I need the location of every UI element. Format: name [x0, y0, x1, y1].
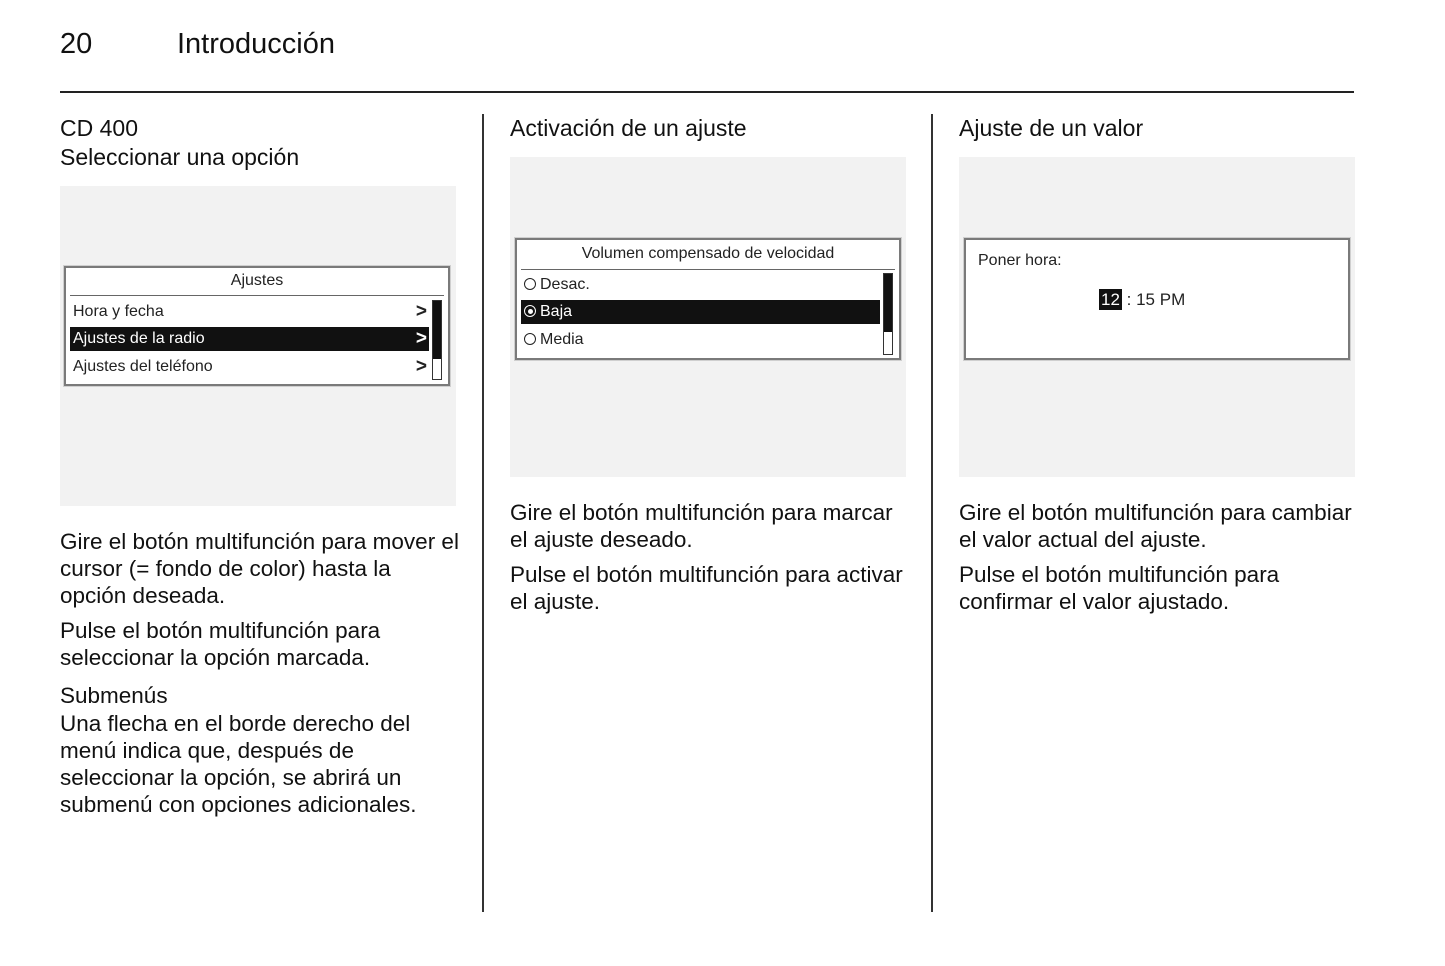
- option-label: Baja: [540, 303, 573, 320]
- screen-illustration-speed-volume: [510, 157, 906, 477]
- minute-ampm-value: : 15 PM: [1126, 290, 1186, 309]
- display-title: Ajustes: [230, 272, 284, 289]
- menu-item-date-time: [70, 300, 429, 324]
- radio-unchecked-icon: [524, 333, 536, 345]
- display-settings-menu: [64, 266, 450, 386]
- page-number: 20: [60, 28, 93, 60]
- option-label: Media: [540, 331, 584, 348]
- display-speed-volume: [515, 238, 901, 360]
- paragraph-submenus: Una flecha en el borde derecho del menú indica que, después de seleccionar la opción, se abrirá un submenú con opciones adicionales.: [60, 711, 417, 817]
- chapter-title: Introducción: [177, 28, 335, 60]
- section-heading-activate-setting: Activación de un ajuste: [510, 115, 747, 141]
- paragraph-activate-setting: Pulse el botón multifunción para activar el ajuste.: [510, 562, 903, 614]
- column-activate-setting-text: [510, 499, 910, 615]
- display-title-rule: [521, 269, 895, 270]
- radio-unchecked-icon: [524, 278, 536, 290]
- paragraph-select-option: Pulse el botón multifunción para seleccionar la opción marcada.: [60, 618, 381, 670]
- column-divider: [931, 114, 933, 912]
- option-off: [521, 273, 880, 297]
- set-time-label: Poner hora:: [978, 252, 1062, 269]
- menu-item-phone-settings: [70, 355, 429, 379]
- radio-checked-icon: [524, 305, 536, 317]
- option-low: [521, 300, 880, 324]
- column-select-option-text: [60, 528, 460, 818]
- scrollbar-thumb: [884, 274, 892, 332]
- option-medium: [521, 328, 880, 352]
- column-adjust-value-text: [959, 499, 1359, 615]
- subheading-submenus: Submenús: [60, 683, 168, 708]
- header-rule: [60, 91, 1354, 93]
- section-heading-adjust-value: Ajuste de un valor: [959, 115, 1144, 141]
- time-value: [1099, 290, 1185, 310]
- paragraph-move-cursor: Gire el botón multifunción para mover el cursor (= fondo de color) hasta la opción deseada.: [60, 529, 459, 608]
- column-divider: [482, 114, 484, 912]
- hour-field-selected: 12: [1101, 290, 1120, 309]
- section-heading-select-option: Seleccionar una opción: [60, 144, 300, 170]
- display-set-time: [964, 238, 1350, 360]
- screen-illustration-set-time: [959, 157, 1355, 477]
- display-title-rule: [70, 295, 444, 296]
- paragraph-confirm-value: Pulse el botón multifunción para confirmar el valor ajustado.: [959, 562, 1280, 614]
- screen-illustration-settings-menu: [60, 186, 456, 506]
- display-title: Volumen compensado de velocidad: [581, 245, 835, 262]
- chevron-right-icon: >: [415, 301, 427, 322]
- chevron-right-icon: >: [415, 356, 427, 377]
- menu-item-label: Ajustes de la radio: [73, 330, 205, 347]
- paragraph-mark-setting: Gire el botón multifunción para marcar el ajuste deseado.: [510, 500, 893, 552]
- menu-item-label: Hora y fecha: [73, 303, 164, 320]
- column-adjust-value: [959, 114, 1357, 143]
- page-header: [60, 28, 1360, 68]
- option-label: Desac.: [540, 276, 590, 293]
- scrollbar-thumb: [433, 301, 441, 359]
- menu-item-radio-settings: [70, 327, 429, 351]
- scrollbar: [432, 300, 442, 380]
- column-select-option: [60, 114, 458, 172]
- paragraph-change-value: Gire el botón multifunción para cambiar el valor actual del ajuste.: [959, 500, 1352, 552]
- section-heading-cd400: CD 400: [60, 115, 138, 141]
- chevron-right-icon: >: [415, 328, 427, 349]
- column-activate-setting: [510, 114, 908, 143]
- menu-item-label: Ajustes del teléfono: [73, 358, 213, 375]
- scrollbar: [883, 273, 893, 355]
